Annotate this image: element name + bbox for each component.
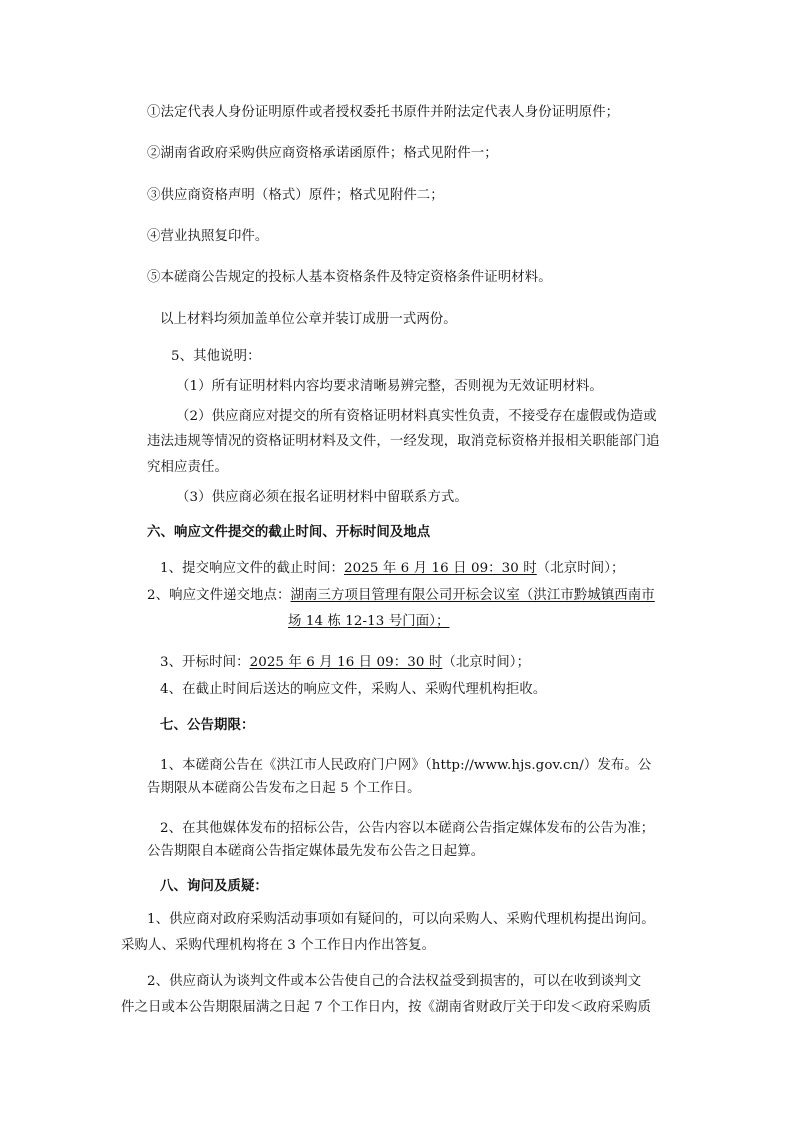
s6-open-time [160,656,530,669]
s6-deadline-value: 2025 年 6 月 16 日 09：30 时 [344,561,537,576]
item-4: ④营业执照复印件。 [147,229,269,244]
s8-p1-line-1: 1、供应商对政府采购活动事项如有疑问的，可以向采购人、采购代理机构提出询问。 [147,912,655,927]
other-note-2-line-1: （2）供应商应对提交的所有资格证明材料真实性负责，不接受存在虚假或伪造或 [176,409,657,424]
s7-p2-line-1: 2、在其他媒体发布的招标公告，公告内容以本磋商公告指定媒体发布的公告为准； [160,821,655,836]
s8-p2-line-2: 件之日或本公告期限届满之日起 7 个工作日内，按《湖南省财政厅关于印发＜政府采购质 [121,1000,651,1015]
s8-p2-line-1: 2、供应商认为谈判文件或本公告使自己的合法权益受到损害的，可以在收到谈判文 [147,974,642,989]
s6-open-time-label: 3、开标时间： [160,655,250,670]
s6-location [147,589,655,602]
s6-location-value: 湖南三方项目管理有限公司开标会议室（洪江市黔城镇西南市 [290,588,655,603]
item-3: ③供应商资格声明（格式）原件；格式见附件二； [147,188,444,203]
section-8-heading: 八、询问及质疑： [160,878,268,894]
s6-location-label: 2、响应文件递交地点： [147,588,291,603]
s6-deadline [160,562,625,575]
other-note-2-line-3: 究相应责任。 [147,460,228,475]
seal-note: 以上材料均须加盖单位公章并装订成册一式两份。 [160,312,457,327]
s6-location-value-cont: 场 14 栋 12-13 号门面）； [288,614,450,629]
other-note-1: （1）所有证明材料内容均要求清晰易辨完整，否则视为无效证明材料。 [176,379,603,394]
s6-deadline-suffix: （北京时间）； [536,561,625,576]
s6-deadline-label: 1、提交响应文件的截止时间： [160,561,344,576]
other-note-3: （3）供应商必须在报名证明材料中留联系方式。 [176,490,468,505]
s6-late-rule: 4、在截止时间后送达的响应文件，采购人、采购代理机构拒收。 [160,682,547,697]
item-5: ⑤本磋商公告规定的投标人基本资格条件及特定资格条件证明材料。 [147,270,552,285]
s6-open-time-suffix: （北京时间）； [442,655,531,670]
item-2: ②湖南省政府采购供应商资格承诺函原件；格式见附件一； [147,146,498,161]
s7-p1-line-2: 告期限从本磋商公告发布之日起 5 个工作日。 [147,781,421,796]
other-heading: 5、其他说明： [171,349,261,364]
s8-p1-line-2: 采购人、采购代理机构将在 3 个工作日内作出答复。 [121,938,436,953]
s7-p1-line-1: 1、本磋商公告在《洪江市人民政府门户网》（http://www.hjs.gov.cn/）发布。公 [160,758,652,773]
s7-p2-line-2: 公告期限自本磋商公告指定媒体最先发布公告之日起算。 [147,844,485,859]
other-note-2-line-2: 违法违规等情况的资格证明材料及文件，一经发现，取消竞标资格并报相关职能部门追 [147,434,660,449]
item-1: ①法定代表人身份证明原件或者授权委托书原件并附法定代表人身份证明原件； [147,105,620,120]
section-6-heading: 六、响应文件提交的截止时间、开标时间及地点 [147,524,431,540]
s6-open-time-value: 2025 年 6 月 16 日 09：30 时 [249,655,443,670]
section-7-heading: 七、公告期限： [160,717,255,733]
